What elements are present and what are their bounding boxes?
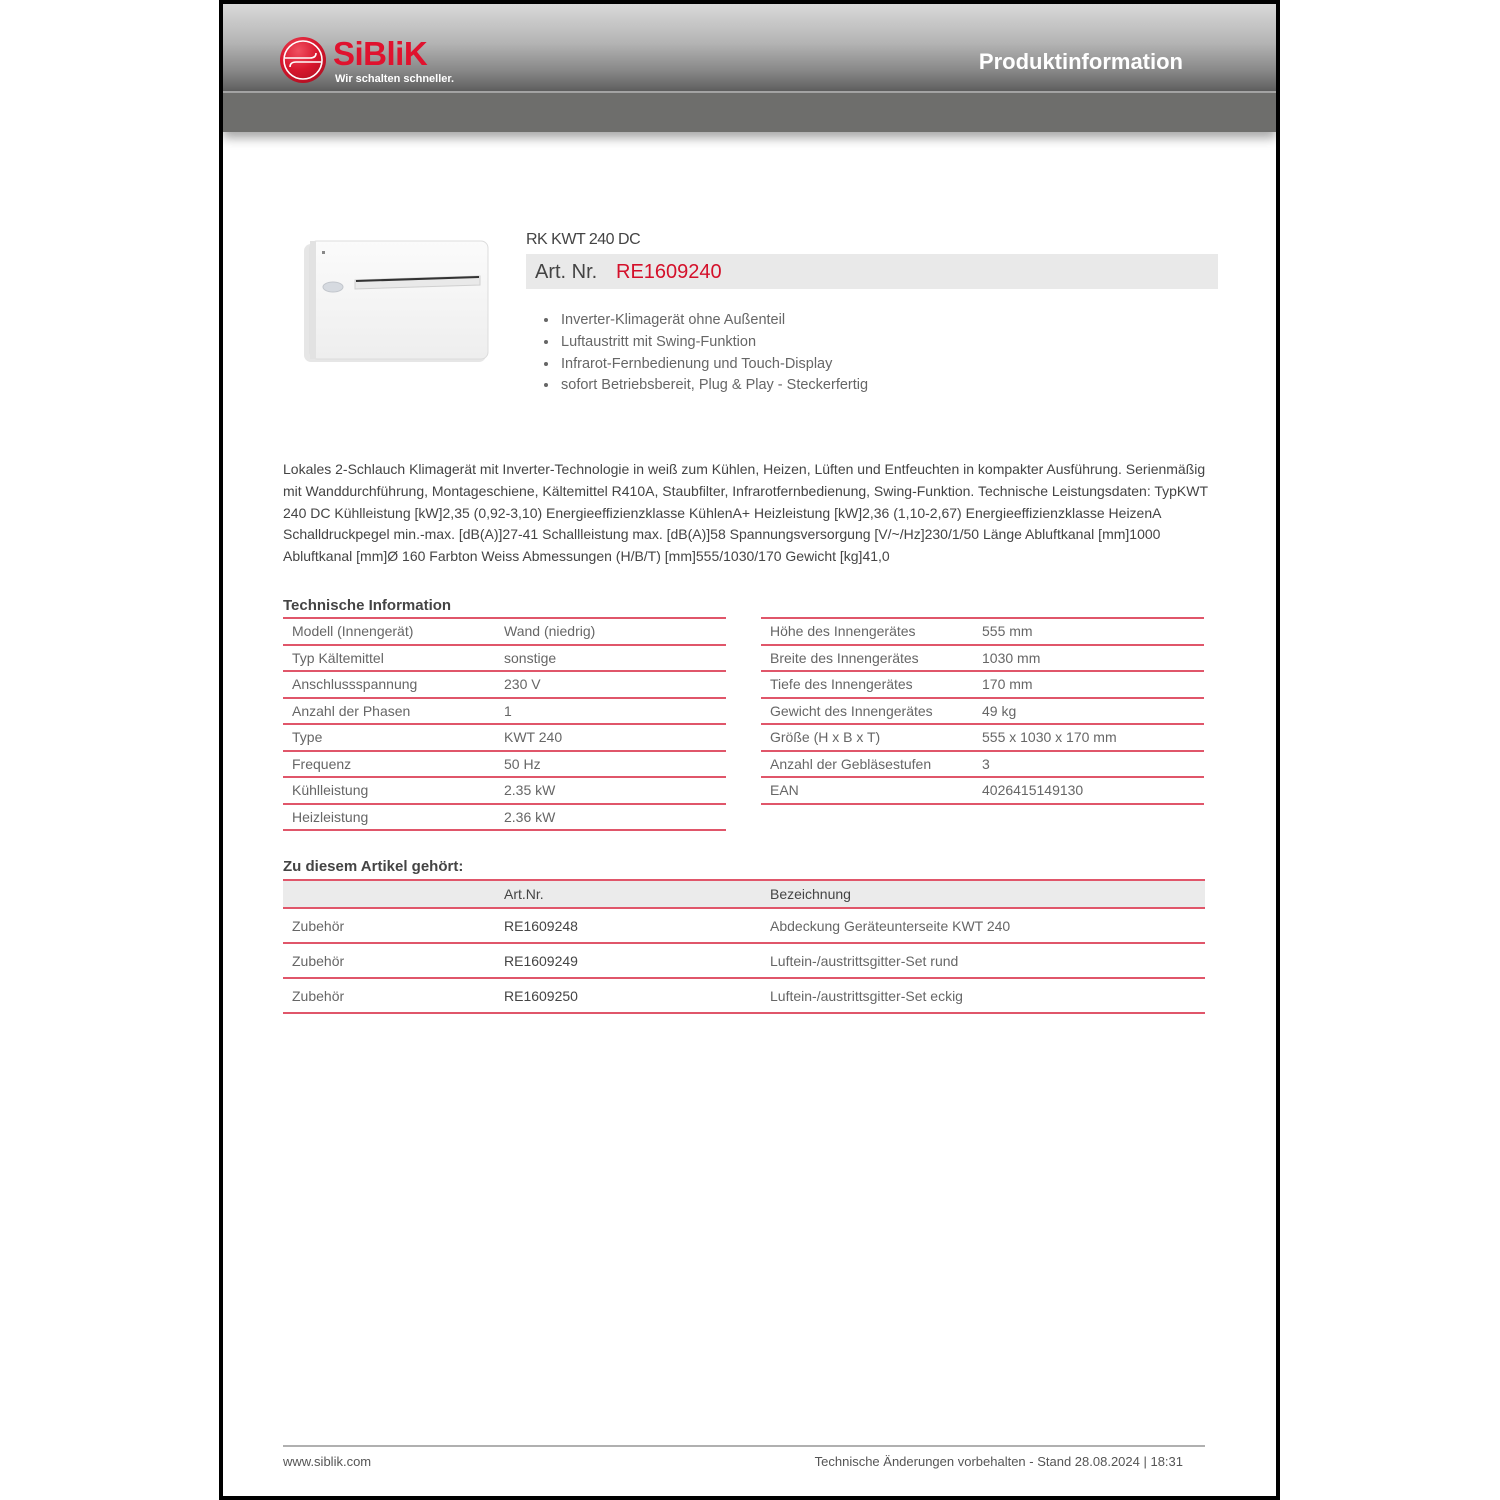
spec-value: 1030 mm [973,645,1204,672]
table-row [283,618,726,645]
spec-label: Tiefe des Innengerätes [761,671,973,698]
spec-label: Heizleistung [283,804,495,831]
product-image [298,238,493,366]
table-row [283,698,726,725]
table-row [283,724,726,751]
feature-item: • sofort Betriebsbereit, Plug & Play - Steckerfertig [559,375,868,397]
product-description: Lokales 2-Schlauch Klimagerät mit Inverter-Technologie in weiß zum Kühlen, Heizen, Lüften und Entfeuchten in kompakter Ausführung. Serienmäßig mit Wanddurchführung, Montageschiene, Kältemittel R410A, Staubfilter, Infrarotfernbedienung, Swing-Funktion. Technische Leistungsdaten: TypKWT 240 DC Kühlleistung [kW]2,35 (0,92-3,10) Energieeffizienzklasse KühlenA+ Heizleistung [kW]2,36 (1,10-2,67) Energieeffizienzklasse HeizenA Schalldruckpegel min.-max. [dB(A)]27-41 Schallleistung max. [dB(A)]58 Spannungsversorgung [V/~/Hz]230/1/50 Länge Abluftkanal [mm]1000 Abluftkanal [mm]Ø 160 Farbton Weiss Abmessungen (H/B/T) [mm]555/1030/170 Gewicht [kg]41,0 [283,461,1208,565]
spec-label: Anzahl der Gebläsestufen [761,751,973,778]
column-header-art-nr: Art.Nr. [495,880,761,908]
header-band [223,4,1276,91]
table-row [761,777,1204,804]
accessory-art-nr: RE1609250 [495,978,761,1013]
accessory-type: Zubehör [283,978,495,1013]
accessories-table [283,879,1205,1014]
accessory-art-nr: RE1609248 [495,908,761,943]
spec-label: Modell (Innengerät) [283,618,495,645]
table-row [283,908,1205,943]
spec-value: 555 mm [973,618,1204,645]
spec-value: 3 [973,751,1204,778]
spec-label: Größe (H x B x T) [761,724,973,751]
table-row [761,618,1204,645]
spec-value: sonstige [495,645,726,672]
accessory-name: Luftein-/austrittsgitter-Set eckig [761,978,1205,1013]
accessories-heading: Zu diesem Artikel gehört: [283,858,464,875]
spec-label: Höhe des Innengerätes [761,618,973,645]
logo-tagline: Wir schalten schneller. [335,73,455,85]
spec-label: Breite des Innengerätes [761,645,973,672]
document-page [219,0,1280,1500]
accessory-name: Luftein-/austrittsgitter-Set rund [761,943,1205,978]
article-number-label: Art. Nr. [535,261,598,283]
spec-value: Wand (niedrig) [495,618,726,645]
logo-emblem-icon [280,37,326,83]
spec-value: 49 kg [973,698,1204,725]
spec-value: 50 Hz [495,751,726,778]
table-row [283,978,1205,1013]
tech-spec-table-right [761,617,1204,805]
spec-value: 1 [495,698,726,725]
table-row [761,751,1204,778]
spec-label: EAN [761,777,973,804]
tech-info-heading: Technische Information [283,597,452,614]
article-number-bar [526,254,1218,289]
spec-label: Frequenz [283,751,495,778]
spec-value: 170 mm [973,671,1204,698]
footer-divider [283,1445,1205,1447]
spec-value: KWT 240 [495,724,726,751]
spec-label: Gewicht des Innengerätes [761,698,973,725]
column-header [283,880,495,908]
accessory-name: Abdeckung Geräteunterseite KWT 240 [761,908,1205,943]
header-subband [223,93,1276,132]
accessory-art-nr: RE1609249 [495,943,761,978]
feature-list [541,310,868,397]
article-number-value: RE1609240 [616,261,722,283]
footer-note: Technische Änderungen vorbehalten - Stand 28.08.2024 | 18:31 [814,1454,1183,1469]
feature-item: • Luftaustritt mit Swing-Funktion [559,332,868,354]
accessory-type: Zubehör [283,908,495,943]
spec-value: 230 V [495,671,726,698]
table-row [761,645,1204,672]
spec-label: Type [283,724,495,751]
page-title: Produktinformation [978,49,1183,74]
table-header-row [283,880,1205,908]
logo-wordmark: SiBliK [333,35,428,72]
table-row [761,724,1204,751]
spec-label: Typ Kältemittel [283,645,495,672]
footer-website: www.siblik.com [283,1454,372,1469]
feature-item: • Infrarot-Fernbedienung und Touch-Display [559,354,868,376]
spec-label: Kühlleistung [283,777,495,804]
table-row [283,751,726,778]
product-name: RK KWT 240 DC [526,231,641,248]
table-row [283,671,726,698]
tech-spec-table-left [283,617,726,831]
table-row [283,645,726,672]
spec-value: 2.36 kW [495,804,726,831]
accessory-type: Zubehör [283,943,495,978]
table-row [283,804,726,831]
column-header-bezeichnung: Bezeichnung [761,880,1205,908]
spec-value: 2.35 kW [495,777,726,804]
feature-item: • Inverter-Klimagerät ohne Außenteil [559,310,868,332]
table-row [761,698,1204,725]
table-row [283,943,1205,978]
spec-label: Anschlussspannung [283,671,495,698]
table-row [283,777,726,804]
table-row [761,671,1204,698]
siblik-logo [280,37,480,87]
spec-label: Anzahl der Phasen [283,698,495,725]
spec-value: 555 x 1030 x 170 mm [973,724,1204,751]
spec-value: 4026415149130 [973,777,1204,804]
